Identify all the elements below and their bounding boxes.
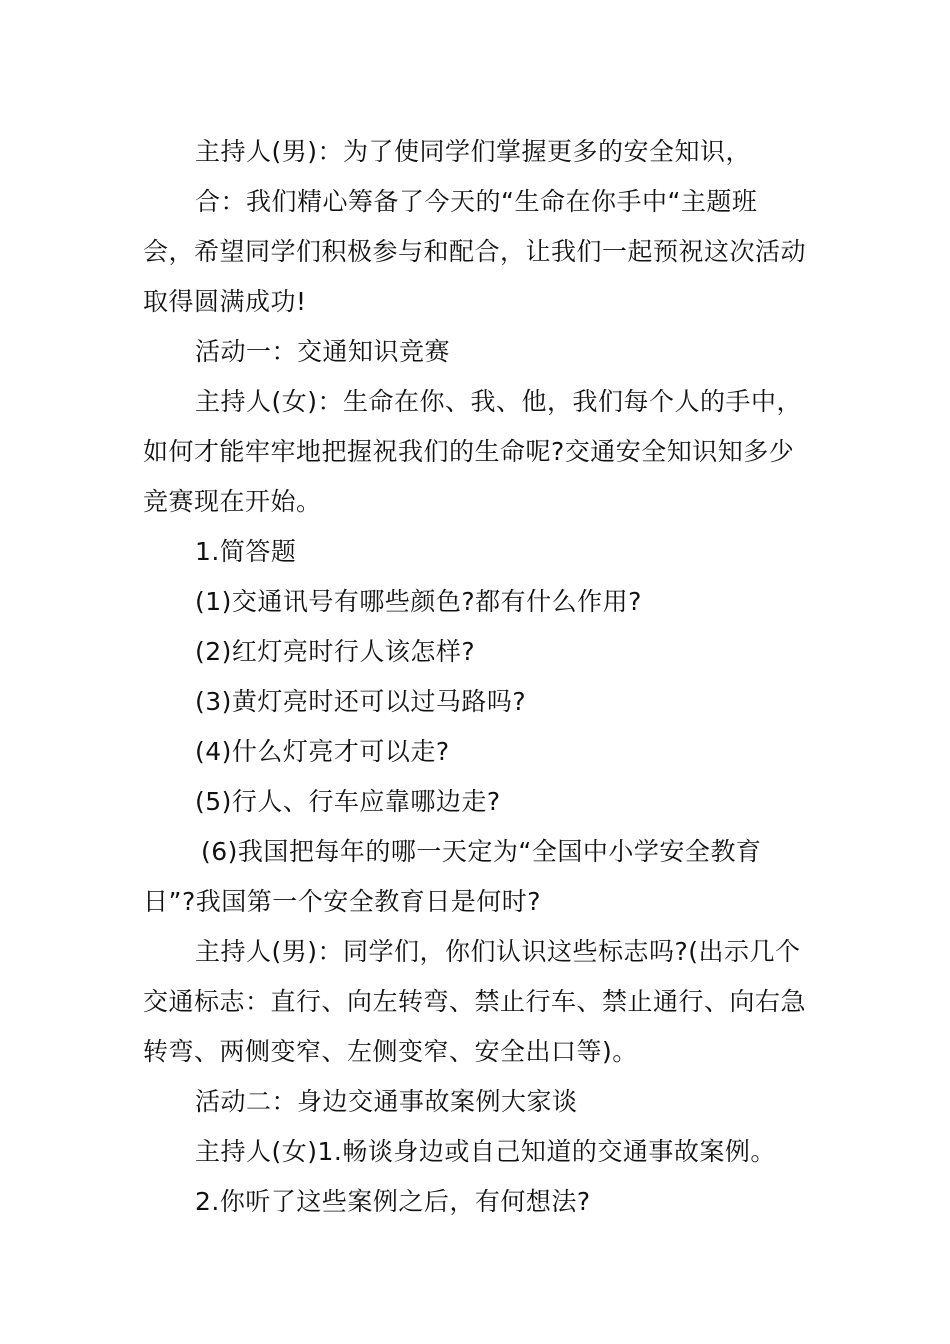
paragraph-together-opening: 合：我们精心筹备了今天的“生命在你手中“主题班会，希望同学们积极参与和配合，让我们一起预祝这次活动取得圆满成功!	[143, 187, 807, 316]
paragraph-question-1: (1)交通讯号有哪些颜色?都有什么作用?	[195, 587, 642, 616]
paragraph-question-4: (4)什么灯亮才可以走?	[195, 737, 450, 766]
paragraph-host-male-signs: 主持人(男)：同学们，你们认识这些标志吗?(出示几个交通标志：直行、向左转弯、禁止行车、禁止通行、向右急转弯、两侧变窄、左侧变窄、安全出口等)。	[143, 937, 807, 1066]
paragraph-host-female-quiz-intro: 主持人(女)：生命在你、我、他，我们每个人的手中，如何才能牢牢地把握祝我们的生命呢?交通安全知识知多少竞赛现在开始。	[143, 387, 803, 516]
paragraph-question-5: (5)行人、行车应靠哪边走?	[195, 787, 501, 816]
paragraph-host-male-intro: 主持人(男)：为了使同学们掌握更多的安全知识，	[195, 137, 752, 166]
paragraph-host-female-cases: 主持人(女)1.畅谈身边或自己知道的交通事故案例。	[195, 1137, 776, 1166]
paragraph-activity-two-heading: 活动二：身边交通事故案例大家谈	[195, 1087, 578, 1116]
document-body	[143, 127, 808, 1227]
paragraph-question-3: (3)黄灯亮时还可以过马路吗?	[195, 687, 527, 716]
paragraph-activity-one-heading: 活动一：交通知识竞赛	[195, 337, 451, 366]
paragraph-thoughts-question: 2.你听了这些案例之后，有何想法?	[195, 1187, 591, 1216]
paragraph-question-6: (6)我国把每年的哪一天定为“全国中小学安全教育日”?我国第一个安全教育日是何时?	[143, 837, 762, 916]
paragraph-question-2: (2)红灯亮时行人该怎样?	[195, 637, 476, 666]
paragraph-short-answer-heading: 1.简答题	[195, 537, 297, 566]
